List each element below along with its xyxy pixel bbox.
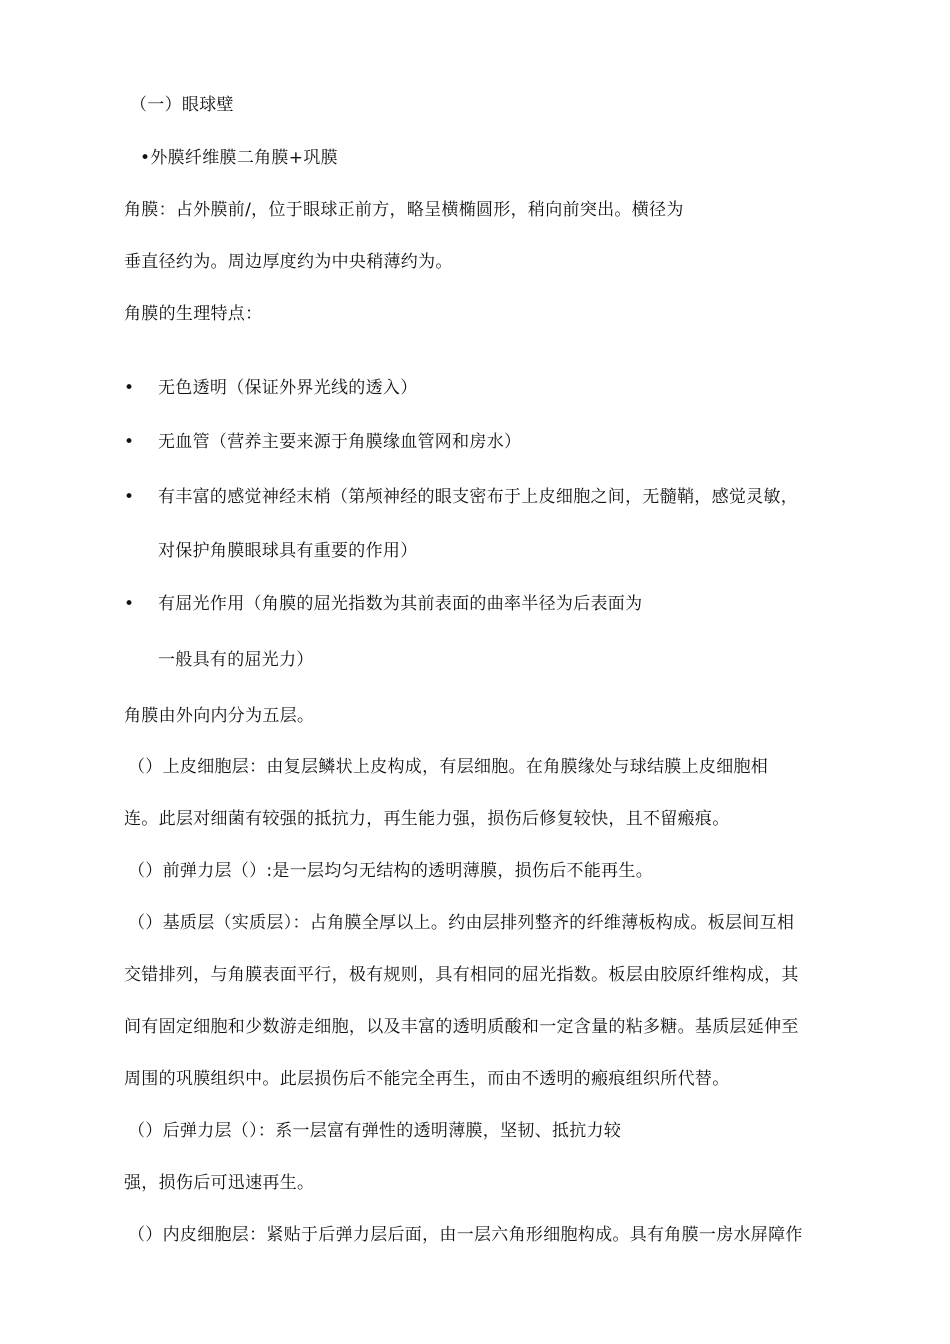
layer-line: 连。此层对细菌有较强的抵抗力，再生能力强，损伤后修复较快，且不留瘢痕。 xyxy=(124,809,730,829)
feature-line: 无血管（营养主要来源于角膜缘血管网和房水） xyxy=(158,432,522,452)
feature-line: 无色透明（保证外界光线的透入） xyxy=(158,378,418,398)
bullet-marker: • xyxy=(124,432,135,452)
layer-line: （）后弹力层（）：系一层富有弹性的透明薄膜，坚韧、抵抗力较 xyxy=(128,1121,622,1141)
layer-line: （）前弹力层（）:是一层均匀无结构的透明薄膜，损伤后不能再生。 xyxy=(128,861,654,881)
feature-line: 一般具有的屈光力） xyxy=(158,650,314,670)
layers-title: 角膜由外向内分为五层。 xyxy=(124,706,315,726)
layer-line: 周围的巩膜组织中。此层损伤后不能完全再生，而由不透明的瘢痕组织所代替。 xyxy=(124,1069,730,1089)
layer-line: （）基质层（实质层）：占角膜全厚以上。约由层排列整齐的纤维薄板构成。板层间互相 xyxy=(128,913,795,933)
feature-line: 有丰富的感觉神经末梢（第颅神经的眼支密布于上皮细胞之间，无髓鞘，感觉灵敏， xyxy=(158,487,799,507)
section-heading: （一）眼球壁 xyxy=(130,95,234,115)
bullet-marker: • xyxy=(124,378,135,398)
bullet-marker: • xyxy=(124,487,135,507)
physio-title: 角膜的生理特点： xyxy=(124,304,263,324)
layer-line: （）上皮细胞层：由复层鳞状上皮构成，有层细胞。在角膜缘处与球结膜上皮细胞相 xyxy=(128,757,769,777)
cornea-intro-line: 角膜：占外膜前/，位于眼球正前方，略呈横椭圆形，稍向前突出。横径为 xyxy=(124,200,684,220)
layer-line: 交错排列，与角膜表面平行，极有规则，具有相同的屈光指数。板层由胶原纤维构成，其 xyxy=(124,965,799,985)
cornea-intro-line: 垂直径约为。周边厚度约为中央稍薄约为。 xyxy=(124,252,453,272)
bullet-marker: • xyxy=(124,594,135,614)
layer-line: （）内皮细胞层：紧贴于后弹力层后面，由一层六角形细胞构成。具有角膜一房水屏障作 xyxy=(128,1225,803,1245)
layer-line: 强，损伤后可迅速再生。 xyxy=(124,1173,315,1193)
layer-line: 间有固定细胞和少数游走细胞，以及丰富的透明质酸和一定含量的粘多糖。基质层延伸至 xyxy=(124,1017,799,1037)
feature-line: 对保护角膜眼球具有重要的作用） xyxy=(158,541,418,561)
feature-line: 有屈光作用（角膜的屈光指数为其前表面的曲率半径为后表面为 xyxy=(158,594,643,614)
subheading: •外膜纤维膜二角膜+巩膜 xyxy=(140,148,338,168)
